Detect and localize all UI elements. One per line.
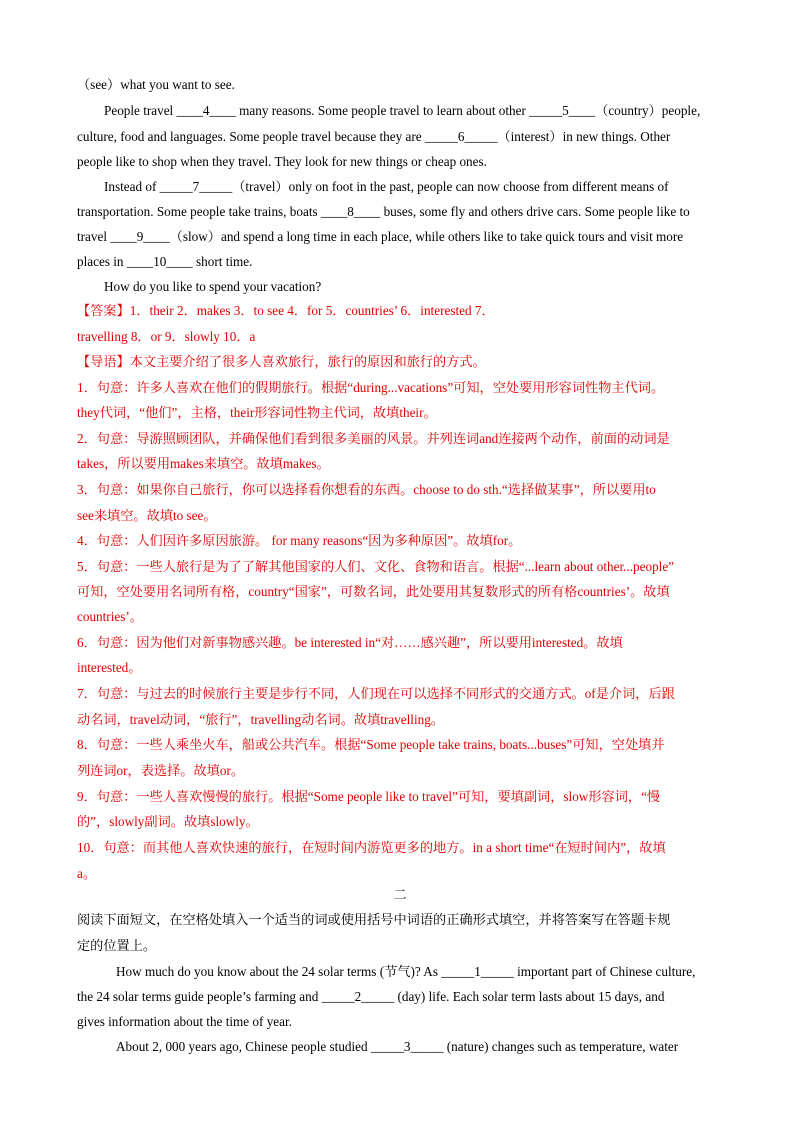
passage-text: gives information about the time of year.	[77, 1014, 292, 1029]
passage-text: （see）what you want to see.	[77, 77, 235, 92]
passage-line	[77, 76, 235, 94]
passage-text: （travel）only on foot in the past, people can now choose from different means of	[232, 179, 669, 194]
blank-9: ____9____	[110, 229, 170, 244]
passage-line	[77, 253, 252, 271]
explanation-line: they代词，“他们”，主格，their形容词性物主代词，故填their。	[77, 405, 437, 420]
answer-line	[77, 302, 495, 320]
answer-text: 1．their 2．makes 3．to see 4．for 5．countries’ 6．interested 7．	[129, 303, 495, 318]
passage-line	[77, 1013, 292, 1031]
blank-8: ____8____	[320, 204, 381, 219]
explanation-line: 10．句意：而其他人喜欢快速的旅行，在短时间内游览更多的地方。in a short time“在短时间内”，故填	[77, 840, 666, 855]
passage-text: How much do you know about the 24 solar terms (节气)? As	[116, 964, 442, 979]
blank-5: _____5____	[529, 103, 596, 118]
answer-label: 【答案】	[77, 303, 130, 318]
explanation-line: 4．句意：人们因许多原因旅游。 for many reasons“因为多种原因”。故填for。	[77, 533, 522, 548]
passage-text: places in	[77, 254, 127, 269]
guide-text: 本文主要介绍了很多人喜欢旅行，旅行的原因和旅行的方式。	[129, 354, 486, 369]
blank-4: ____4____	[176, 103, 236, 118]
guide-label: 【导语】	[77, 354, 130, 369]
explanation-line: countries’。	[77, 609, 143, 624]
passage-line	[104, 278, 321, 296]
instruction-line: 定的位置上。	[77, 938, 157, 953]
passage-line	[116, 963, 695, 981]
passage-text: How do you like to spend your vacation?	[104, 279, 322, 294]
passage-text: culture, food and languages. Some people travel because they are	[77, 129, 425, 144]
passage-text: （interest）in new things. Other	[497, 129, 671, 144]
explanation-line: 7．句意：与过去的时候旅行主要是步行不同，人们现在可以选择不同形式的交通方式。of是介词，后跟	[77, 686, 675, 701]
passage-text: (nature) changes such as temperature, water	[443, 1039, 679, 1054]
passage-text: important part of Chinese culture,	[513, 964, 696, 979]
passage-text: the 24 solar terms guide people’s farming and	[77, 989, 322, 1004]
blank-10: ____10____	[126, 254, 193, 269]
passage-line	[77, 203, 690, 221]
guide-line	[77, 353, 486, 371]
section-number: 二	[393, 887, 407, 902]
explanation-line: 3．句意：如果你自己旅行，你可以选择看你想看的东西。choose to do sth.“选择做某事”，所以要用to	[77, 482, 656, 497]
passage-text: short time.	[192, 254, 253, 269]
answer-text: travelling 8．or 9．slowly 10．a	[77, 329, 256, 344]
passage-text: About 2, 000 years ago, Chinese people studied	[116, 1039, 371, 1054]
explanation-line: see来填空。故填to see。	[77, 508, 217, 523]
explanation-line: 的”，slowly副词。故填slowly。	[77, 814, 259, 829]
explanation-line: 可知，空处要用名词所有格，country“国家”，可数名词，此处要用其复数形式的所有格countries’。故填	[77, 584, 670, 599]
passage-text: people like to shop when they travel. They look for new things or cheap ones.	[77, 154, 487, 169]
passage-text: （slow）and spend a long time in each place, while others like to take quick tours and visit more	[169, 229, 684, 244]
blank-7: _____7_____	[159, 179, 233, 194]
explanation-line: 动名词，travel动词，“旅行”，travelling动名词。故填travelling。	[77, 712, 444, 727]
explanation-line: 9．句意：一些人喜欢慢慢的旅行。根据“Some people like to travel”可知，要填副词，slow形容词，“慢	[77, 789, 661, 804]
explanation-line: takes，所以要用makes来填空。故填makes。	[77, 456, 330, 471]
passage-line	[77, 228, 683, 246]
passage-line	[77, 128, 670, 146]
instruction-line: 阅读下面短文，在空格处填入一个适当的词或使用括号中词语的正确形式填空，并将答案写在答题卡规	[77, 912, 671, 927]
passage-line	[104, 102, 700, 120]
explanation-line: 6．句意：因为他们对新事物感兴趣。be interested in“对……感兴趣”，所以要用interested。故填	[77, 635, 623, 650]
explanation-line: 2．句意：导游照顾团队，并确保他们看到很多美丽的风景。并列连词and连接两个动作，前面的动词是	[77, 431, 670, 446]
passage-text: buses, some fly and others drive cars. Some people like to	[380, 204, 690, 219]
explanation-line: 5．句意：一些人旅行是为了了解其他国家的人们、文化、食物和语言。根据“...learn about other...people”	[77, 559, 675, 574]
passage-text: (day) life. Each solar term lasts about 15 days, and	[394, 989, 665, 1004]
passage-line	[104, 178, 669, 196]
passage-line	[116, 1038, 678, 1056]
answer-line	[77, 328, 255, 346]
passage-text: （country）people,	[595, 103, 701, 118]
explanation-line: 1．句意：许多人喜欢在他们的假期旅行。根据“during...vacations”可知，空处要用形容词性物主代词。	[77, 380, 665, 395]
explanation-line: a。	[77, 866, 97, 881]
explanation-line: interested。	[77, 660, 142, 675]
blank-6: _____6_____	[424, 129, 498, 144]
explanation-line: 8．句意：一些人乘坐火车，船或公共汽车。根据“Some people take trains, boats...buses”可知，空处填并	[77, 737, 665, 752]
passage-text: many reasons. Some people travel to learn about other	[235, 103, 530, 118]
explanation-line: 列连词or，表选择。故填or。	[77, 763, 245, 778]
passage-text: travel	[77, 229, 111, 244]
passage-text: transportation. Some people take trains, boats	[77, 204, 321, 219]
blank-2: _____2_____	[321, 989, 395, 1004]
blank-3: _____3_____	[370, 1039, 444, 1054]
passage-text: People travel	[104, 103, 177, 118]
passage-line	[77, 153, 487, 171]
passage-text: Instead of	[104, 179, 160, 194]
blank-1: _____1_____	[441, 964, 514, 979]
passage-line	[77, 988, 664, 1006]
